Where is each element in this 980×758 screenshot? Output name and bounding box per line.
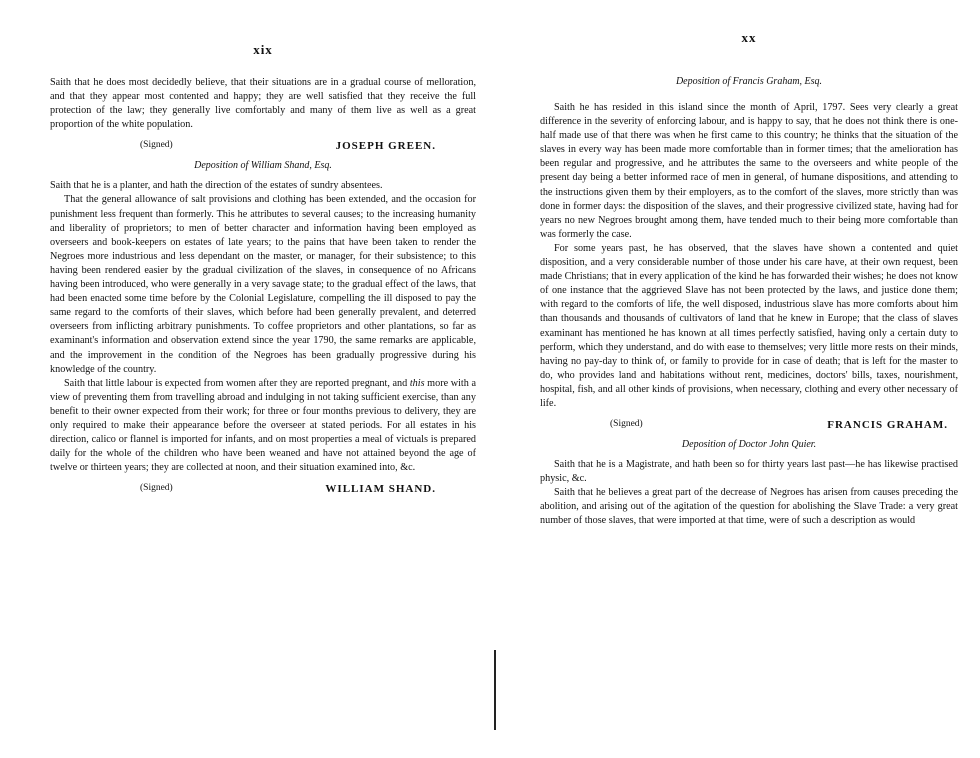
signature-line (540, 419, 958, 431)
paragraph: Saith that he is a Magistrate, and hath been so for thirty years last past—he has likewise practised physic, &c. (540, 459, 958, 485)
paragraph: That the general allowance of salt provisions and clothing has been extended, and the occasion for punishment less frequent than formerly. This he attributes to several causes; to the increasing humanity and liberality of proprietors; to men of better character and information having been employed as overseers and book-keepers on estates of late years; to the pains that have been taken to render the Negroes more industrious and less dependant on the master, or manager, for their subsistence; to this having been rendered easier by the gradual civilization of the slaves, in consequence of no Africans having been introduced, who were generally in a very savage state; to the gradual effect of the laws, that had been enacted some time before by the Colonial Legislature, compelling the ill disposed to pay the same regard to the comforts of their slaves, which before had been generally prevalent, and deterred overseers from inflicting arbitrary punishments. To coffee proprietors and other plantations, so far as examinant's information and observation extend since the year 1790, the same remarks are applicable, and the improvement in the condition of the Negroes has been gradually progressive during his knowledge of the country. (50, 194, 476, 375)
paragraph (50, 377, 476, 476)
section-heading: Deposition of Doctor John Quier. (681, 439, 817, 451)
section-heading: Deposition of William Shand, Esq. (194, 160, 332, 172)
signed-label: (Signed) (140, 140, 173, 151)
signatory-name: FRANCIS GRAHAM. (827, 419, 948, 432)
paragraph: For some years past, he has observed, that the slaves have shown a contented and quiet disposition, and a very considerable number of those under his care have, at their own request, been made Christians; that in every application of the kind he has forwarded their wishes; he does not know of one instance that the aggrieved Slave has not been protected by the laws, and justice done them; with regard to the comforts of life, the well disposed, industrious slave has more comforts about him than thousands and thousands of cultivators of land that he knew in Europe; that the class of slaves examinant has mentioned he has known at all times perfectly satisfied, having only a certain duty to perform, which they understand, and do with ease to themselves; very little more rests on their minds, having no pay-day to think of, or family to provide for in case of death; that is left for the master to do, who provides land and habitations without rent, medicines, doctors' bills, taxes, nourishment, hospital, fish, and all other kinds of provisions, when necessary, clothing and every other necessary of life. (540, 242, 958, 409)
paragraph: Saith he has resided in this island since the month of April, 1797. Sees very clearly a great difference in the severity of enforcing labour, and is happy to say, that he does not think there is one-half made use of that there was when he first came to this country; he thinks that the situation of the slaves in every way has been made more comfortable than in former times; that the amelioration has been regular and progressive, and he attributes the same to the overseers and white people of the present day being a better informed race of men in general, of humane dispositions, and attending to the instructions given them by their employers, as to the comfort of the slaves, more strictly than was done in former days: the disposition of the slaves, and their progressive civilized state, having had for years no new Negroes brought among them, have tended much to their being more comfortable than was formerly the case. (540, 102, 958, 240)
emphasis-text: this (409, 377, 425, 389)
signatory-name: WILLIAM SHAND. (325, 483, 436, 496)
page-gutter-line (494, 650, 496, 730)
paragraph-text: more with a view of preventing them from travelling abroad and indulging in not taking sufficient exercise, than any benefit to their owner expected from their work; for three or four months previous to delivery, they are only required to make their appearance before the overseer at stated periods. For all estates in his direction, calico or flannel is imported for infants, and on most properties a meal of victuals is prepared daily for the whole of the children who have been weaned and have not attained beyond the age of twelve or thirteen years; they are collected at noon, and their situation examined into, &c. (50, 377, 476, 474)
signatory-name: JOSEPH GREEN. (335, 140, 436, 153)
right-page (500, 0, 980, 758)
signature-line (50, 483, 476, 495)
section-heading: Deposition of Francis Graham, Esq. (675, 76, 823, 87)
paragraph: Saith that he believes a great part of the decrease of Negroes has arisen from causes preceding the abolition, and arising out of the agitation of the question for abolishing the Slave Trade: a very great number of those slaves, that were imported at that time, were of such a description as would (540, 487, 958, 527)
paragraph: Saith that he does most decidedly believe, that their situations are in a gradual course of melloration, and that they appear most contented and happy; they are well satisfied that they receive the full protection of the law; they generally live comfortably and many of them live as well as a great proportion of the white population. (50, 77, 476, 131)
page-number: xx (741, 30, 757, 45)
signed-label: (Signed) (140, 483, 173, 494)
page-number: xix (253, 42, 273, 57)
signature-line (50, 140, 476, 152)
paragraph-text: Saith that little labour is expected from women after they are reported pregnant, and (64, 377, 410, 389)
paragraph: Saith that he is a planter, and hath the direction of the estates of sundry absentees. (50, 180, 383, 192)
signed-label: (Signed) (610, 419, 643, 430)
